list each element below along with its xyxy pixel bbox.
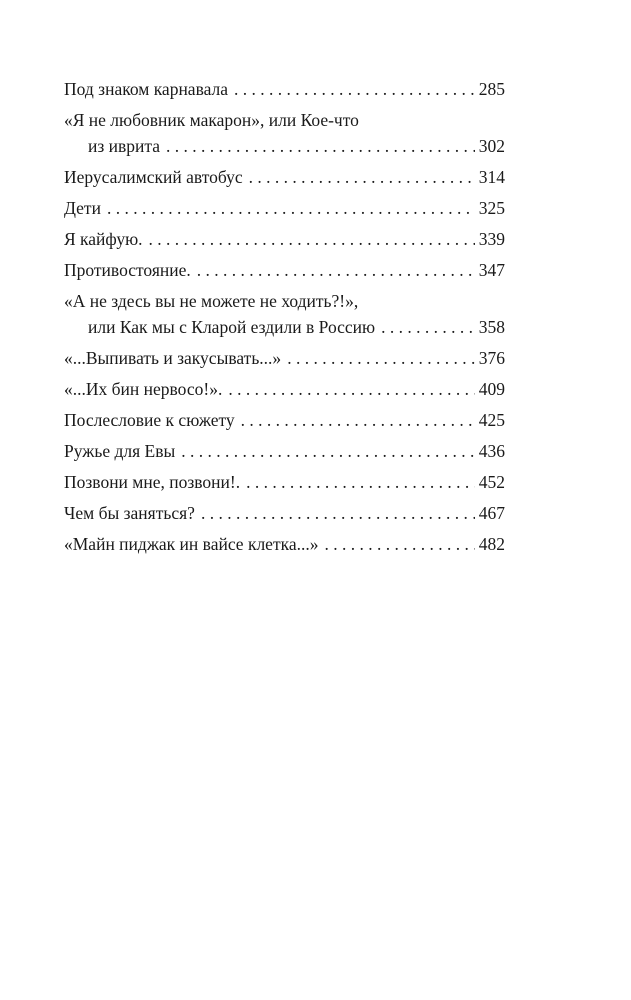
toc-entry[interactable] bbox=[64, 226, 505, 252]
dot-leader bbox=[166, 133, 475, 159]
dot-leader bbox=[234, 76, 475, 102]
toc-entry-title: «...Их бин нервосо!». bbox=[64, 379, 223, 399]
table-of-contents bbox=[64, 76, 505, 562]
toc-entry-title: Ружье для Евы bbox=[64, 441, 176, 461]
toc-page-number: 314 bbox=[478, 167, 505, 187]
toc-entry[interactable] bbox=[64, 76, 505, 102]
toc-page-number: 358 bbox=[478, 317, 505, 337]
dot-leader bbox=[107, 195, 475, 221]
toc-entry[interactable] bbox=[64, 376, 505, 402]
dot-leader bbox=[287, 345, 475, 371]
toc-page-number: 409 bbox=[478, 379, 505, 399]
toc-entry[interactable] bbox=[64, 500, 505, 526]
toc-entry[interactable] bbox=[64, 107, 505, 159]
toc-entry-title: «...Выпивать и закусывать...» bbox=[64, 348, 282, 368]
toc-page-number: 347 bbox=[478, 260, 505, 280]
toc-entry-title: Иерусалимский автобус bbox=[64, 167, 243, 187]
dot-leader bbox=[381, 314, 475, 340]
dot-leader bbox=[324, 531, 474, 557]
dot-leader bbox=[181, 438, 475, 464]
toc-entry[interactable] bbox=[64, 195, 505, 221]
dot-leader bbox=[201, 500, 475, 526]
toc-page-number: 467 bbox=[478, 503, 505, 523]
toc-entry-title: Противостояние. bbox=[64, 260, 191, 280]
dot-leader bbox=[197, 257, 475, 283]
toc-page-number: 376 bbox=[478, 348, 505, 368]
toc-entry[interactable] bbox=[64, 531, 505, 557]
toc-entry-title-continuation: или Как мы с Кларой ездили в Россию bbox=[88, 317, 376, 337]
toc-entry-title-continuation: из иврита bbox=[88, 136, 161, 156]
toc-entry-title: Позвони мне, позвони!. bbox=[64, 472, 241, 492]
toc-page-number: 325 bbox=[478, 198, 505, 218]
toc-entry[interactable] bbox=[64, 164, 505, 190]
dot-leader bbox=[249, 164, 475, 190]
toc-entry-title: Под знаком карнавала bbox=[64, 79, 229, 99]
toc-entry[interactable] bbox=[64, 345, 505, 371]
toc-page-number: 339 bbox=[478, 229, 505, 249]
toc-entry-title: Чем бы заняться? bbox=[64, 503, 195, 523]
toc-entry[interactable] bbox=[64, 407, 505, 433]
toc-page-number: 425 bbox=[478, 410, 505, 430]
dot-leader bbox=[246, 469, 475, 495]
toc-entry[interactable] bbox=[64, 469, 505, 495]
toc-entry[interactable] bbox=[64, 257, 505, 283]
toc-page-number: 285 bbox=[478, 79, 505, 99]
toc-entry[interactable] bbox=[64, 288, 505, 340]
dot-leader bbox=[241, 407, 475, 433]
toc-page-number: 302 bbox=[478, 136, 505, 156]
toc-page-number: 482 bbox=[478, 534, 505, 554]
toc-page-number: 452 bbox=[478, 472, 505, 492]
dot-leader bbox=[228, 376, 474, 402]
toc-entry-title: Я кайфую. bbox=[64, 229, 143, 249]
toc-entry-title: «А не здесь вы не можете не ходить?!», bbox=[64, 291, 359, 311]
toc-page-number: 436 bbox=[478, 441, 505, 461]
toc-entry-title: Дети bbox=[64, 198, 101, 218]
dot-leader bbox=[149, 226, 475, 252]
toc-entry-title: «Я не любовник макарон», или Кое-что bbox=[64, 110, 359, 130]
toc-entry-title: Послесловие к сюжету bbox=[64, 410, 235, 430]
toc-entry[interactable] bbox=[64, 438, 505, 464]
toc-entry-title: «Майн пиджак ин вайсе клетка...» bbox=[64, 534, 319, 554]
